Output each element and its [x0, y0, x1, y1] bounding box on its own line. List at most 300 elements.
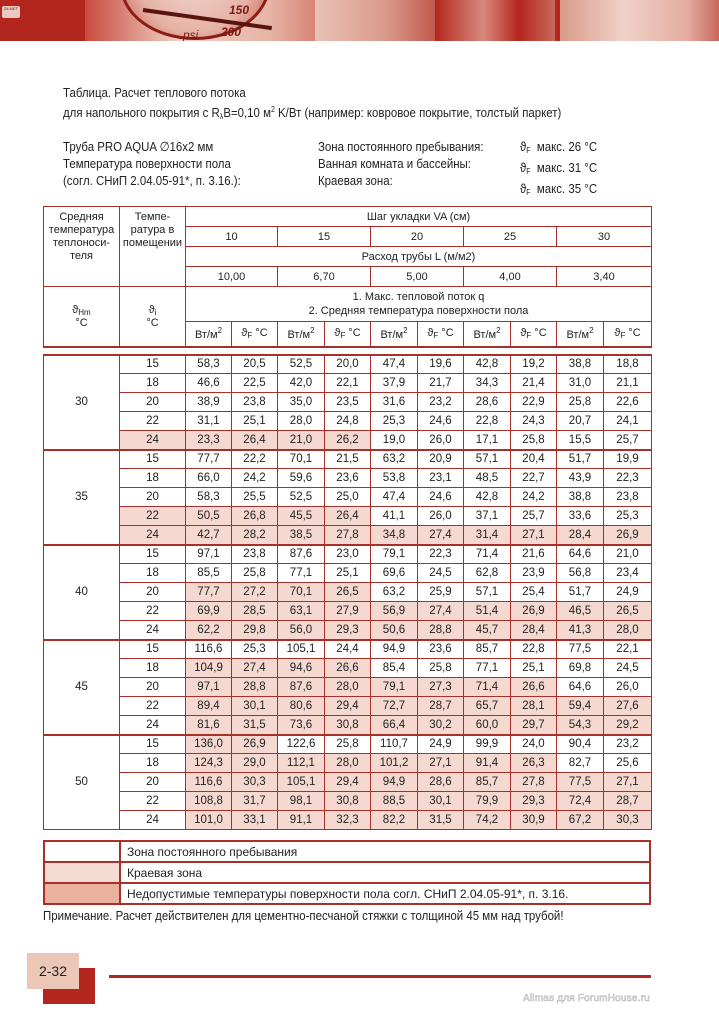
heat-flux-cell: 37,9 — [371, 374, 418, 393]
heat-flux-cell: 31,0 — [557, 374, 604, 393]
surface-temp-cell: 25,7 — [511, 507, 557, 526]
table-caption-line-1: Таблица. Расчет теплового потока — [63, 85, 246, 100]
surface-temp-cell: 20,5 — [232, 355, 278, 374]
surface-temp-cell: 25,1 — [511, 659, 557, 678]
surface-temp-cell: 26,6 — [511, 678, 557, 697]
surface-temp-cell: 23,2 — [604, 735, 652, 754]
heat-flux-cell: 67,2 — [557, 811, 604, 830]
heat-flux-cell: 72,7 — [371, 697, 418, 716]
room-temp-cell: 18 — [120, 374, 186, 393]
surface-temp-cell: 26,9 — [511, 602, 557, 621]
heat-flux-cell: 42,0 — [278, 374, 325, 393]
table-row — [44, 621, 652, 640]
surface-temp-cell: 27,1 — [418, 754, 464, 773]
surface-temp-cell: 27,2 — [232, 583, 278, 602]
heat-flux-cell: 77,5 — [557, 773, 604, 792]
surface-temp-cell: 29,7 — [511, 716, 557, 735]
surface-temp-cell: 27,8 — [511, 773, 557, 792]
surface-temp-cell: 24,2 — [232, 469, 278, 488]
surface-temp-cell: 22,6 — [604, 393, 652, 412]
surface-temp-cell: 26,9 — [232, 735, 278, 754]
surface-temp-cell: 24,8 — [325, 412, 371, 431]
col-header-room-temp: Темпе-ратура в помещении — [120, 207, 186, 287]
surface-temp-cell: 28,7 — [418, 697, 464, 716]
table-row — [44, 792, 652, 811]
table-row — [44, 678, 652, 697]
heat-flux-cell: 38,8 — [557, 488, 604, 507]
heat-flux-cell: 33,6 — [557, 507, 604, 526]
surface-temp-cell: 28,7 — [604, 792, 652, 811]
heat-flux-cell: 45,7 — [464, 621, 511, 640]
surface-temp-cell: 31,5 — [418, 811, 464, 830]
surface-temp-cell: 27,8 — [325, 526, 371, 545]
surface-temp-cell: 27,1 — [511, 526, 557, 545]
surface-temp-cell: 24,2 — [511, 488, 557, 507]
heat-flux-cell: 22,8 — [464, 412, 511, 431]
surface-temp-cell: 25,8 — [511, 431, 557, 450]
heat-flux-cell: 88,5 — [371, 792, 418, 811]
heat-flux-cell: 77,7 — [186, 583, 232, 602]
heat-flux-cell: 77,1 — [464, 659, 511, 678]
table-row — [44, 811, 652, 830]
surface-temp-cell: 30,8 — [325, 792, 371, 811]
surface-temp-cell: 21,6 — [511, 545, 557, 564]
heat-flux-cell: 90,4 — [557, 735, 604, 754]
room-temp-cell: 22 — [120, 792, 186, 811]
surface-temp-cell: 20,0 — [325, 355, 371, 374]
room-temp-symbol: $ϑ_i$ °C — [120, 287, 186, 347]
heat-flux-cell: 34,3 — [464, 374, 511, 393]
surface-temp-cell: 21,4 — [511, 374, 557, 393]
surface-temp-cell: 21,0 — [604, 545, 652, 564]
surface-temp-cell: 27,6 — [604, 697, 652, 716]
table-row — [44, 659, 652, 678]
heat-flux-cell: 101,0 — [186, 811, 232, 830]
spacing-20: 20 — [371, 227, 464, 247]
surface-temp-cell: 28,6 — [418, 773, 464, 792]
surface-temp-cell: 22,1 — [325, 374, 371, 393]
legend-swatch-light — [44, 862, 120, 883]
heat-flux-cell: 28,4 — [557, 526, 604, 545]
pressure-gauge-icon: 150 200 psi — [120, 0, 270, 40]
heat-flux-cell: 87,6 — [278, 545, 325, 564]
heat-flux-cell: 56,8 — [557, 564, 604, 583]
heat-flux-cell: 72,4 — [557, 792, 604, 811]
heat-flux-cell: 52,5 — [278, 355, 325, 374]
heat-flux-cell: 69,9 — [186, 602, 232, 621]
heat-flow-table — [43, 206, 652, 830]
surface-temp-cell: 26,4 — [232, 431, 278, 450]
fittings-image — [435, 0, 555, 41]
heat-flux-cell: 63,2 — [371, 583, 418, 602]
surface-temp-cell: 25,4 — [511, 583, 557, 602]
spacing-15: 15 — [278, 227, 371, 247]
surface-temp-cell: 25,1 — [232, 412, 278, 431]
surface-temp-cell: 22,3 — [418, 545, 464, 564]
heat-flux-cell: 31,1 — [186, 412, 232, 431]
coolant-temp-cell: 40 — [44, 545, 120, 640]
surface-temp-cell: 30,1 — [232, 697, 278, 716]
surface-temp-cell: 26,2 — [325, 431, 371, 450]
surface-temp-cell: 22,1 — [604, 640, 652, 659]
legend-swatch-white — [44, 841, 120, 862]
heat-flux-cell: 122,6 — [278, 735, 325, 754]
heat-flux-cell: 17,1 — [464, 431, 511, 450]
heat-flux-cell: 50,6 — [371, 621, 418, 640]
heat-flux-cell: 60,0 — [464, 716, 511, 735]
surface-temp-cell: 31,7 — [232, 792, 278, 811]
heat-flux-cell: 46,5 — [557, 602, 604, 621]
surface-temp-cell: 23,2 — [418, 393, 464, 412]
heat-flux-cell: 94,9 — [371, 640, 418, 659]
heat-flux-cell: 66,4 — [371, 716, 418, 735]
room-temp-cell: 22 — [120, 697, 186, 716]
surface-temp-cell: 24,1 — [604, 412, 652, 431]
table-row — [44, 697, 652, 716]
surface-temp-cell: 27,4 — [418, 526, 464, 545]
legend-table — [43, 840, 651, 905]
table-row — [44, 773, 652, 792]
pipe-usage-header: Расход трубы L (м/м2) — [186, 247, 652, 267]
surface-temp-cell: 29,3 — [325, 621, 371, 640]
heat-flux-cell: 37,1 — [464, 507, 511, 526]
heat-flux-cell: 41,3 — [557, 621, 604, 640]
heat-flux-cell: 77,1 — [278, 564, 325, 583]
room-temp-cell: 15 — [120, 640, 186, 659]
surface-temp-cell: 26,5 — [325, 583, 371, 602]
surface-temp-cell: 22,7 — [511, 469, 557, 488]
heat-flux-cell: 28,0 — [278, 412, 325, 431]
surface-temp-cell: 26,0 — [418, 431, 464, 450]
surface-temp-cell: 31,5 — [232, 716, 278, 735]
surface-temp-cell: 22,5 — [232, 374, 278, 393]
heat-flux-cell: 25,3 — [371, 412, 418, 431]
surface-temp-cell: 19,9 — [604, 450, 652, 469]
room-temp-cell: 20 — [120, 773, 186, 792]
heat-flux-cell: 80,6 — [278, 697, 325, 716]
room-temp-cell: 18 — [120, 564, 186, 583]
heat-flux-cell: 57,1 — [464, 450, 511, 469]
heat-flux-cell: 58,3 — [186, 488, 232, 507]
surface-temp-cell: 26,0 — [604, 678, 652, 697]
table-row — [44, 583, 652, 602]
heat-flux-cell: 89,4 — [186, 697, 232, 716]
room-temp-cell: 15 — [120, 355, 186, 374]
surface-temp-cell: 23,5 — [325, 393, 371, 412]
header-banner — [0, 0, 719, 41]
room-temp-cell: 20 — [120, 393, 186, 412]
heat-flux-cell: 87,6 — [278, 678, 325, 697]
heat-flux-cell: 34,8 — [371, 526, 418, 545]
heat-flux-cell: 64,6 — [557, 678, 604, 697]
heat-flux-cell: 64,6 — [557, 545, 604, 564]
surface-temp-cell: 24,5 — [418, 564, 464, 583]
heat-flux-cell: 79,1 — [371, 678, 418, 697]
unit-surface-temp: $ϑ_F$ °C — [418, 322, 464, 347]
pipe-usage-value: 4,00 — [464, 267, 557, 287]
zone-labels: Зона постоянного пребывания: Ванная комната и бассейны: Краевая зона: — [318, 139, 484, 188]
surface-temp-cell: 30,3 — [604, 811, 652, 830]
surface-temp-cell: 23,1 — [418, 469, 464, 488]
surface-temp-cell: 22,3 — [604, 469, 652, 488]
surface-temp-cell: 25,0 — [325, 488, 371, 507]
heat-flux-cell: 50,5 — [186, 507, 232, 526]
spacing-header: Шаг укладки VA (см) — [186, 207, 652, 227]
table-row — [44, 374, 652, 393]
table-row — [44, 431, 652, 450]
unit-surface-temp: $ϑ_F$ °C — [511, 322, 557, 347]
surface-temp-cell: 27,4 — [418, 602, 464, 621]
surface-temp-cell: 26,3 — [511, 754, 557, 773]
col-header-coolant-temp: Средняя температура теплоноси-теля — [44, 207, 120, 287]
heat-flux-cell: 38,5 — [278, 526, 325, 545]
heat-flux-cell: 136,0 — [186, 735, 232, 754]
heat-flux-cell: 104,9 — [186, 659, 232, 678]
heat-flux-cell: 116,6 — [186, 640, 232, 659]
heat-flux-cell: 71,4 — [464, 678, 511, 697]
result-header: 1. Макс. тепловой поток q 2. Средняя температура поверхности пола — [186, 287, 652, 322]
surface-temp-cell: 23,6 — [325, 469, 371, 488]
surface-temp-cell: 33,1 — [232, 811, 278, 830]
room-temp-cell: 15 — [120, 735, 186, 754]
table-row — [44, 393, 652, 412]
surface-temp-cell: 24,0 — [511, 735, 557, 754]
table-row — [44, 545, 652, 564]
heat-flux-cell: 25,8 — [557, 393, 604, 412]
surface-temp-cell: 26,8 — [232, 507, 278, 526]
heat-flux-cell: 82,2 — [371, 811, 418, 830]
heat-flux-cell: 85,4 — [371, 659, 418, 678]
surface-temp-cell: 21,7 — [418, 374, 464, 393]
heat-flux-cell: 38,9 — [186, 393, 232, 412]
meter-image — [560, 0, 719, 41]
heat-flux-cell: 94,9 — [371, 773, 418, 792]
heat-flux-cell: 69,6 — [371, 564, 418, 583]
surface-temp-cell: 20,9 — [418, 450, 464, 469]
table-row — [44, 355, 652, 374]
surface-temp-cell: 24,9 — [418, 735, 464, 754]
surface-temp-cell: 29,0 — [232, 754, 278, 773]
room-temp-cell: 22 — [120, 412, 186, 431]
surface-temp-cell: 23,6 — [418, 640, 464, 659]
surface-temp-cell: 30,3 — [232, 773, 278, 792]
surface-temp-cell: 23,8 — [232, 393, 278, 412]
heat-flux-cell: 101,2 — [371, 754, 418, 773]
unit-heat-flux: $Вт/м^2$ — [557, 322, 604, 347]
heat-flux-cell: 57,1 — [464, 583, 511, 602]
surface-temp-cell: 19,2 — [511, 355, 557, 374]
pipe-usage-value: 6,70 — [278, 267, 371, 287]
heat-flux-cell: 15,5 — [557, 431, 604, 450]
valve-image — [315, 0, 435, 41]
heat-flux-cell: 53,8 — [371, 469, 418, 488]
heat-flux-cell: 58,3 — [186, 355, 232, 374]
surface-temp-cell: 28,4 — [511, 621, 557, 640]
surface-temp-cell: 26,4 — [325, 507, 371, 526]
coolant-temp-cell: 35 — [44, 450, 120, 545]
room-temp-cell: 18 — [120, 469, 186, 488]
footer-rule — [109, 975, 651, 978]
legend-item-edge-zone: Краевая зона — [44, 862, 650, 883]
surface-temp-cell: 30,1 — [418, 792, 464, 811]
pipe-usage-value: 5,00 — [371, 267, 464, 287]
heat-flux-cell: 48,5 — [464, 469, 511, 488]
surface-temp-cell: 18,8 — [604, 355, 652, 374]
footnote: Примечание. Расчет действителен для цементно-песчаной стяжки с толщиной 45 мм над трубой! — [43, 908, 564, 923]
heat-flux-cell: 98,1 — [278, 792, 325, 811]
room-temp-cell: 22 — [120, 602, 186, 621]
surface-temp-cell: 30,2 — [418, 716, 464, 735]
room-temp-cell: 18 — [120, 754, 186, 773]
zone-values: $ϑ_F$ макс. 26 °C $ϑ_F$ макс. 31 °C $ϑ_F$ макс. 35 °C — [520, 139, 598, 197]
unit-heat-flux: $Вт/м^2$ — [464, 322, 511, 347]
unit-surface-temp: $ϑ_F$ °C — [325, 322, 371, 347]
table-row — [44, 640, 652, 659]
surface-temp-cell: 27,1 — [604, 773, 652, 792]
unit-surface-temp: $ϑ_F$ °C — [604, 322, 652, 347]
surface-temp-cell: 25,3 — [604, 507, 652, 526]
heat-flux-cell: 70,1 — [278, 583, 325, 602]
heat-flux-cell: 79,9 — [464, 792, 511, 811]
heat-flux-cell: 31,4 — [464, 526, 511, 545]
table-row — [44, 526, 652, 545]
heat-flux-cell: 63,2 — [371, 450, 418, 469]
surface-temp-cell: 23,4 — [604, 564, 652, 583]
legend-item-comfort-zone: Зона постоянного пребывания — [44, 841, 650, 862]
table-row — [44, 450, 652, 469]
room-temp-cell: 24 — [120, 811, 186, 830]
surface-temp-cell: 28,2 — [232, 526, 278, 545]
surface-temp-cell: 29,8 — [232, 621, 278, 640]
surface-temp-cell: 25,5 — [232, 488, 278, 507]
surface-temp-cell: 23,0 — [325, 545, 371, 564]
heat-flux-cell: 51,7 — [557, 583, 604, 602]
heat-flux-cell: 85,7 — [464, 640, 511, 659]
unit-heat-flux: $Вт/м^2$ — [186, 322, 232, 347]
pipe-usage-value: 3,40 — [557, 267, 652, 287]
heat-flux-cell: 21,0 — [278, 431, 325, 450]
heat-flux-cell: 62,8 — [464, 564, 511, 583]
surface-temp-cell: 25,7 — [604, 431, 652, 450]
surface-temp-cell: 22,2 — [232, 450, 278, 469]
surface-temp-cell: 29,2 — [604, 716, 652, 735]
surface-temp-cell: 27,9 — [325, 602, 371, 621]
spacing-10: 10 — [186, 227, 278, 247]
heat-flux-cell: 97,1 — [186, 545, 232, 564]
room-temp-cell: 24 — [120, 716, 186, 735]
table-row — [44, 716, 652, 735]
room-temp-cell: 22 — [120, 507, 186, 526]
surface-temp-cell: 23,9 — [511, 564, 557, 583]
coolant-temp-cell: 50 — [44, 735, 120, 830]
heat-flux-cell: 59,6 — [278, 469, 325, 488]
surface-temp-cell: 28,5 — [232, 602, 278, 621]
surface-temp-cell: 20,4 — [511, 450, 557, 469]
surface-temp-cell: 25,8 — [418, 659, 464, 678]
heat-flux-cell: 79,1 — [371, 545, 418, 564]
room-temp-cell: 20 — [120, 583, 186, 602]
surface-temp-cell: 25,1 — [325, 564, 371, 583]
room-temp-cell: 20 — [120, 488, 186, 507]
table-row — [44, 754, 652, 773]
surface-temp-cell: 23,8 — [604, 488, 652, 507]
table-row — [44, 602, 652, 621]
heat-flux-cell: 59,4 — [557, 697, 604, 716]
heat-flux-cell: 28,6 — [464, 393, 511, 412]
surface-temp-cell: 21,1 — [604, 374, 652, 393]
coolant-temp-cell: 30 — [44, 355, 120, 450]
surface-temp-cell: 30,8 — [325, 716, 371, 735]
unit-heat-flux: $Вт/м^2$ — [371, 322, 418, 347]
room-temp-cell: 24 — [120, 526, 186, 545]
room-temp-cell: 15 — [120, 450, 186, 469]
surface-temp-cell: 25,3 — [232, 640, 278, 659]
heat-flux-cell: 108,8 — [186, 792, 232, 811]
surface-temp-cell: 30,9 — [511, 811, 557, 830]
heat-flux-cell: 99,9 — [464, 735, 511, 754]
heat-flux-cell: 105,1 — [278, 773, 325, 792]
surface-temp-cell: 28,1 — [511, 697, 557, 716]
heat-flux-cell: 97,1 — [186, 678, 232, 697]
surface-temp-cell: 26,6 — [325, 659, 371, 678]
heat-flux-cell: 85,7 — [464, 773, 511, 792]
table-row — [44, 488, 652, 507]
coolant-temp-cell: 45 — [44, 640, 120, 735]
heat-flux-cell: 71,4 — [464, 545, 511, 564]
legend-swatch-dark — [44, 883, 120, 904]
surface-temp-cell: 26,5 — [604, 602, 652, 621]
heat-flux-cell: 35,0 — [278, 393, 325, 412]
surface-temp-cell: 28,0 — [325, 754, 371, 773]
table-row — [44, 412, 652, 431]
surface-temp-cell: 25,8 — [232, 564, 278, 583]
heat-flux-cell: 81,6 — [186, 716, 232, 735]
surface-temp-cell: 25,6 — [604, 754, 652, 773]
heat-flux-cell: 63,1 — [278, 602, 325, 621]
heat-flux-cell: 46,6 — [186, 374, 232, 393]
legend-item-invalid-temp: Недопустимые температуры поверхности пола согл. СНиП 2.04.05-91*, п. 3.16. — [44, 883, 650, 904]
surface-temp-cell: 25,9 — [418, 583, 464, 602]
heat-flux-cell: 56,9 — [371, 602, 418, 621]
unit-surface-temp: $ϑ_F$ °C — [232, 322, 278, 347]
surface-temp-cell: 29,4 — [325, 697, 371, 716]
heat-flux-cell: 91,4 — [464, 754, 511, 773]
heat-flux-cell: 47,4 — [371, 355, 418, 374]
page-number: 2-32 — [27, 953, 79, 989]
heat-flux-cell: 62,2 — [186, 621, 232, 640]
surface-temp-cell: 28,0 — [604, 621, 652, 640]
room-temp-cell: 20 — [120, 678, 186, 697]
brand-logo: ZILMET — [2, 6, 20, 18]
surface-temp-cell: 28,8 — [232, 678, 278, 697]
surface-temp-cell: 24,3 — [511, 412, 557, 431]
heat-flux-cell: 20,7 — [557, 412, 604, 431]
heat-flux-cell: 51,7 — [557, 450, 604, 469]
surface-temp-cell: 24,9 — [604, 583, 652, 602]
heat-flux-cell: 42,7 — [186, 526, 232, 545]
heat-flux-cell: 110,7 — [371, 735, 418, 754]
heat-flux-cell: 82,7 — [557, 754, 604, 773]
unit-heat-flux: $Вт/м^2$ — [278, 322, 325, 347]
table-row — [44, 564, 652, 583]
surface-temp-cell: 22,9 — [511, 393, 557, 412]
surface-temp-cell: 26,0 — [418, 507, 464, 526]
heat-flux-cell: 51,4 — [464, 602, 511, 621]
surface-temp-cell: 27,3 — [418, 678, 464, 697]
surface-temp-cell: 29,3 — [511, 792, 557, 811]
heat-flux-cell: 42,8 — [464, 355, 511, 374]
watermark: Allmas для ForumHouse.ru — [523, 993, 650, 1004]
